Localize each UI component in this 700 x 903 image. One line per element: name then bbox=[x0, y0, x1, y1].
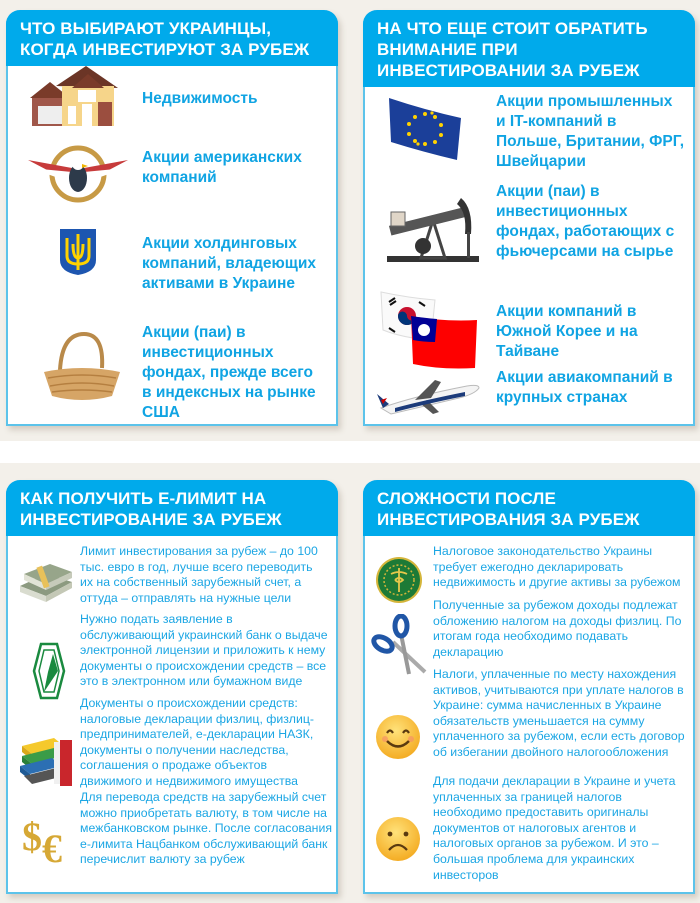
tax-service-emblem-icon bbox=[375, 556, 423, 604]
item-text: Акции авиакомпаний в крупных странах bbox=[496, 369, 673, 406]
item-text: Для подачи декларации в Украине и учета уплаченных за границей налогов необходимо предоставить оригиналы документов от налоговых агентов и налоговых органов за рубежом. И это – большая проблема для украинских инвесторов bbox=[433, 774, 676, 882]
svg-text:$: $ bbox=[22, 814, 42, 859]
house-icon bbox=[26, 62, 126, 130]
item-text: Недвижимость bbox=[142, 90, 258, 107]
item-text: Акции американских компаний bbox=[142, 149, 302, 186]
smiling-face-icon bbox=[375, 714, 421, 760]
item-text: Документы о происхождении средств: налоговые декларации физлиц, физлиц-предпринимателей, е-декларации НАЗК, документы о получении наследства, соглашения о продаже объектов движимого и недвижимого имущества bbox=[80, 696, 314, 788]
basket-icon bbox=[42, 328, 122, 404]
card-difficulties-after-investing bbox=[363, 480, 695, 894]
sad-face-icon bbox=[375, 816, 421, 862]
item-text: Налоги, уплаченные по месту нахождения активов, учитываются при уплате налогов в Украине: сумма начисленных в Украине обязательств уменьшается на сумму уплаченного за рубежом, если есть договор об избегании двойного налогообложения bbox=[433, 667, 685, 759]
item-text: Акции (паи) в инвестиционных фондах, прежде всего в индексных на рынке США bbox=[142, 324, 316, 421]
oil-pump-icon bbox=[381, 194, 485, 270]
card-title: ЧТО ВЫБИРАЮТ УКРАИНЦЫ, КОГДА ИНВЕСТИРУЮТ ЗА РУБЕЖ bbox=[6, 10, 338, 66]
binders-icon bbox=[18, 732, 76, 790]
card-what-ukrainians-choose bbox=[6, 10, 338, 426]
separator-band bbox=[0, 441, 700, 463]
item-text: Для перевода средств на зарубежный счет можно приобретать валюту, в том числе на межбанковском рынке. После согласования е-лимита Нацбанком обслуживающий банк перечислит валюту за рубеж bbox=[80, 790, 332, 867]
dollar-euro-icon bbox=[22, 814, 78, 864]
item-text: Налоговое законодательство Украины требует ежегодно декларировать недвижимость и другие активы за рубежом bbox=[433, 544, 681, 590]
item-text: Акции холдинговых компаний, владеющих активами в Украине bbox=[142, 235, 317, 292]
eu-flag-icon bbox=[387, 96, 463, 162]
nbu-logo-icon bbox=[32, 642, 66, 700]
item-text: Нужно подать заявление в обслуживающий украинский банк о выдаче электронной лицензии и приложить к нему документы о происхождении средств – все это в электронном или бумажном виде bbox=[80, 612, 328, 689]
card-title: НА ЧТО ЕЩЕ СТОИТ ОБРАТИТЬ ВНИМАНИЕ ПРИ ИНВЕСТИРОВАНИИ ЗА РУБЕЖ bbox=[363, 10, 695, 87]
item-text: Лимит инвестирования за рубеж – до 100 тыс. евро в год, лучше всего переводить их на собственный зарубежный счет, а оттуда – отправлять на нужные цели bbox=[80, 544, 318, 605]
eagle-emblem-icon bbox=[26, 142, 130, 204]
item-text: Полученные за рубежом доходы подлежат обложению налогом на доходы физлиц. По итогам года необходимо подавать декларацию bbox=[433, 598, 682, 659]
item-text: Акции компаний в Южной Корее и на Тайване bbox=[496, 303, 638, 360]
korea-taiwan-flags-icon bbox=[379, 290, 479, 374]
ukraine-coat-of-arms-icon bbox=[59, 228, 97, 276]
item-text: Акции (паи) в инвестиционных фондах, работающих с фьючерсами на сырье bbox=[496, 183, 675, 260]
card-title: СЛОЖНОСТИ ПОСЛЕ ИНВЕСТИРОВАНИЯ ЗА РУБЕЖ bbox=[363, 480, 695, 536]
item-text: Акции промышленных и IT-компаний в Польше, Британии, ФРГ, Швейцарии bbox=[496, 93, 685, 170]
card-title: КАК ПОЛУЧИТЬ Е-ЛИМИТ НА ИНВЕСТИРОВАНИЕ ЗА РУБЕЖ bbox=[6, 480, 338, 536]
scissors-icon bbox=[371, 614, 429, 676]
card-how-to-get-e-limit bbox=[6, 480, 338, 894]
airplane-icon bbox=[375, 374, 483, 418]
card-what-else-to-consider bbox=[363, 10, 695, 426]
svg-text:€: € bbox=[42, 826, 62, 864]
money-stack-icon bbox=[16, 560, 76, 604]
